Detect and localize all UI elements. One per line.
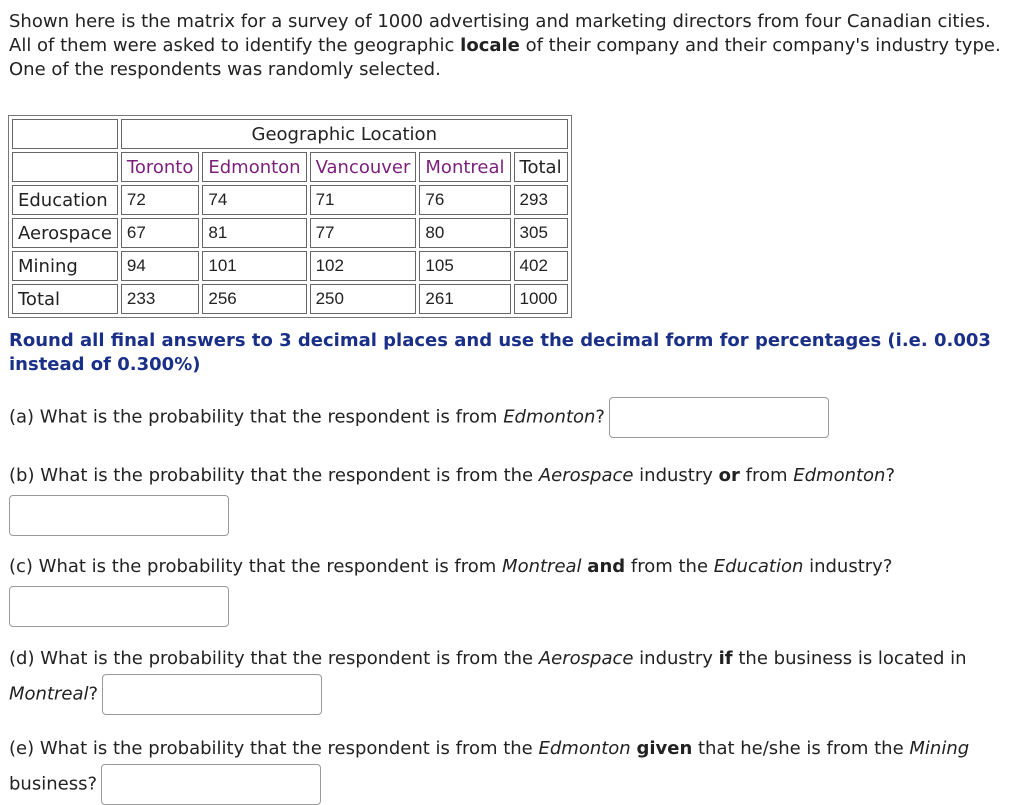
answer-input-d[interactable] bbox=[102, 674, 322, 715]
question-italic: Aerospace bbox=[538, 465, 634, 486]
question-text: ? bbox=[885, 465, 896, 486]
table-cell: 81 bbox=[202, 218, 306, 248]
table-cell: 261 bbox=[419, 284, 510, 314]
col-header-vancouver: Vancouver bbox=[310, 152, 417, 182]
question-b bbox=[9, 461, 1009, 536]
table-cell: 305 bbox=[514, 218, 568, 248]
table-cell: 77 bbox=[310, 218, 417, 248]
question-italic: Education bbox=[713, 556, 804, 577]
table-cell: 105 bbox=[419, 251, 510, 281]
question-text: from the bbox=[625, 556, 714, 577]
question-e bbox=[9, 734, 1009, 805]
table-cell: 250 bbox=[310, 284, 417, 314]
table-row-mining bbox=[12, 251, 568, 281]
geo-location-header: Geographic Location bbox=[121, 119, 568, 149]
col-header-edmonton: Edmonton bbox=[202, 152, 306, 182]
table-row-aerospace bbox=[12, 218, 568, 248]
answer-input-e[interactable] bbox=[101, 764, 321, 805]
question-bold: given bbox=[636, 738, 693, 759]
table-cell: 293 bbox=[514, 185, 568, 215]
answer-input-c[interactable] bbox=[9, 586, 229, 627]
question-text: that he/she is from the bbox=[692, 738, 910, 759]
table-cell: 94 bbox=[121, 251, 199, 281]
question-text: (d) What is the probability that the respondent is from the bbox=[9, 648, 539, 669]
col-header-toronto: Toronto bbox=[121, 152, 199, 182]
question-bold: or bbox=[718, 465, 740, 486]
question-italic: Edmonton bbox=[793, 465, 886, 486]
table-cell: 101 bbox=[202, 251, 306, 281]
table-row-education bbox=[12, 185, 568, 215]
table-cell: 80 bbox=[419, 218, 510, 248]
intro-bold-term: locale bbox=[460, 35, 520, 56]
row-label: Aerospace bbox=[12, 218, 118, 248]
table-row-total bbox=[12, 284, 568, 314]
row-label: Education bbox=[12, 185, 118, 215]
intro-part1: Shown here is the matrix for a survey of 1000 advertising and marketing directors from four Canadian cities. All of them were asked to identify the geographic bbox=[9, 11, 991, 56]
answer-input-a[interactable] bbox=[609, 397, 829, 438]
question-text: industry bbox=[633, 648, 719, 669]
corner-cell bbox=[12, 119, 118, 149]
empty-header-cell bbox=[12, 152, 118, 182]
intro-part2: of their company and their company's industry type. One of the respondents was randomly selected. bbox=[9, 35, 1001, 80]
question-text: (b) What is the probability that the respondent is from the bbox=[9, 465, 539, 486]
table-cell: 71 bbox=[310, 185, 417, 215]
question-text: ? bbox=[88, 683, 99, 705]
question-c bbox=[9, 552, 1009, 627]
table-cell: 76 bbox=[419, 185, 510, 215]
question-text: ? bbox=[595, 406, 605, 428]
row-label: Total bbox=[12, 284, 118, 314]
question-text: (c) What is the probability that the respondent is from bbox=[9, 556, 503, 577]
question-text: (e) What is the probability that the respondent is from the bbox=[9, 738, 539, 759]
row-label: Mining bbox=[12, 251, 118, 281]
question-text: from bbox=[739, 465, 794, 486]
question-italic: Montreal bbox=[9, 683, 89, 705]
rounding-note: Round all final answers to 3 decimal places and use the decimal form for percentages (i.e. 0.003 instead of 0.300%) bbox=[9, 330, 991, 375]
question-bold: and bbox=[587, 556, 626, 577]
question-italic: Aerospace bbox=[538, 648, 634, 669]
question-text: industry bbox=[633, 465, 719, 486]
table-cell: 74 bbox=[202, 185, 306, 215]
table-cell: 402 bbox=[514, 251, 568, 281]
question-bold: if bbox=[718, 648, 733, 669]
col-header-total: Total bbox=[514, 152, 568, 182]
table-cell: 256 bbox=[202, 284, 306, 314]
question-italic: Mining bbox=[909, 738, 970, 759]
col-header-montreal: Montreal bbox=[419, 152, 510, 182]
question-text: industry? bbox=[803, 556, 893, 577]
table-cell: 1000 bbox=[514, 284, 568, 314]
question-italic: Montreal bbox=[502, 556, 582, 577]
answer-input-b[interactable] bbox=[9, 495, 229, 536]
table-cell: 102 bbox=[310, 251, 417, 281]
question-text: (a) What is the probability that the respondent is from bbox=[9, 406, 504, 428]
table-cell: 233 bbox=[121, 284, 199, 314]
question-italic: Edmonton bbox=[503, 406, 596, 428]
table-cell: 72 bbox=[121, 185, 199, 215]
question-d bbox=[9, 644, 1009, 715]
intro-text bbox=[9, 10, 1009, 82]
survey-table bbox=[8, 115, 572, 318]
question-italic: Edmonton bbox=[538, 738, 631, 759]
table-cell: 67 bbox=[121, 218, 199, 248]
question-text: business? bbox=[9, 773, 98, 795]
question-a bbox=[9, 397, 1009, 438]
question-text: the business is located in bbox=[732, 648, 967, 669]
